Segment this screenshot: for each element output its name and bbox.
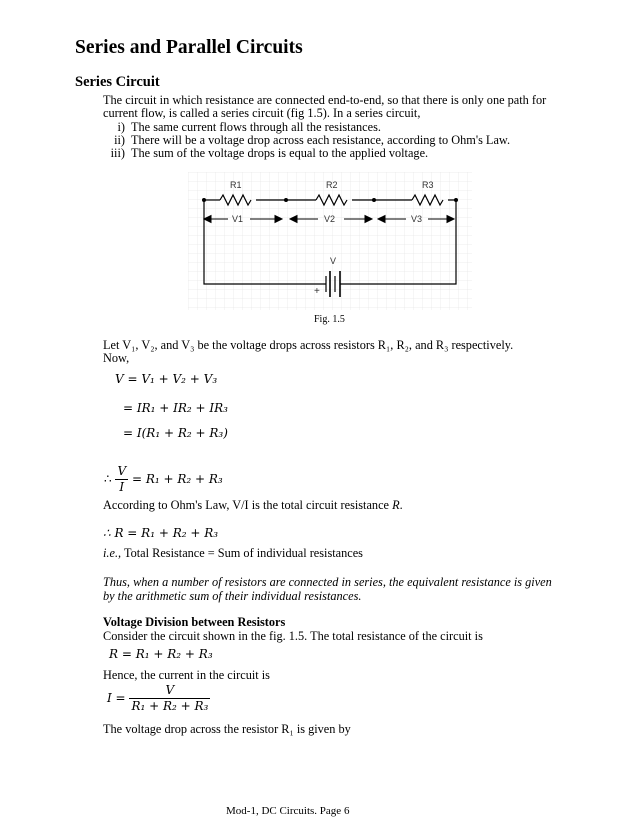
point-text-2: There will be a voltage drop across each resistance, according to Ohm's Law. [131, 133, 511, 147]
series-heading: Series Circuit [75, 74, 160, 90]
point-num-2: ii) [114, 133, 125, 147]
figure-caption: Fig. 1.5 [314, 314, 345, 325]
resistance-equation: ∴ R = R₁ + R₂ + R₃ [103, 526, 219, 540]
node [454, 198, 458, 202]
page-title: Series and Parallel Circuits [75, 37, 303, 58]
point-text-1: The same current flows through all the resistances. [131, 120, 381, 134]
current-equation [107, 683, 210, 714]
last-line: The voltage drop across the resistor R₁ is given by [103, 722, 351, 736]
current-fraction [129, 683, 210, 714]
ie-line [103, 546, 363, 560]
current-denominator: R₁ + R₂ + R₃ [131, 699, 209, 713]
label-r1: R1 [230, 180, 242, 190]
equation-1: V = V₁ + V₂ + V₃ [115, 372, 218, 386]
ohm-law-end: . [399, 498, 403, 512]
point-text-3: The sum of the voltage drops is equal to the applied voltage. [131, 146, 429, 160]
ohm-law-text: According to Ohm's Law, V/I is the total circuit resistance [103, 498, 389, 512]
point-num-3: iii) [110, 146, 125, 160]
therefore-rhs: = R₁ + R₂ + R₃ [131, 472, 223, 486]
italic-line-1: Thus, when a number of resistors are connected in series, the equivalent resistance is given [103, 575, 552, 589]
point-num-1: i) [117, 120, 125, 134]
fraction-numerator: V [117, 464, 127, 478]
intro-line-2: current flow, is called a series circuit (fig 1.5). In a series circuit, [103, 106, 421, 120]
label-v: V [330, 256, 337, 266]
now-label: Now, [103, 351, 130, 365]
node [284, 198, 288, 202]
hence-line: Hence, the current in the circuit is [103, 668, 270, 682]
therefore-symbol: ∴ [104, 472, 112, 486]
ohm-law-r: R [392, 498, 400, 512]
intro-line-1: The circuit in which resistance are connected end-to-end, so that there is only one path for [103, 93, 547, 107]
node [202, 198, 206, 202]
voltage-division-heading: Voltage Division between Resistors [103, 615, 286, 629]
current-numerator: V [129, 683, 210, 699]
equation-3: = I(R₁ + R₂ + R₃) [123, 426, 228, 440]
series-circuit-diagram [188, 172, 472, 310]
node [372, 198, 376, 202]
label-r2: R2 [326, 180, 338, 190]
fraction-v-over-i [115, 464, 128, 495]
let-line: Let V₁, V₂, and V₃ be the voltage drops across resistors R₁, R₂, and R₃ respectively. [103, 338, 514, 352]
equation-2: = IR₁ + IR₂ + IR₃ [123, 401, 228, 415]
label-v1: V1 [232, 214, 244, 224]
voltage-division-equation: R = R₁ + R₂ + R₃ [109, 647, 213, 661]
label-r3: R3 [422, 180, 434, 190]
label-v3: V3 [411, 214, 423, 224]
ie-text: Total Resistance = Sum of individual resistances [123, 546, 363, 560]
label-plus: + [314, 286, 320, 297]
ie-label: i.e., [103, 546, 122, 560]
current-lhs: I = [107, 691, 126, 705]
therefore-equation [104, 464, 223, 495]
italic-line-2: by the arithmetic sum of their individual resistances. [103, 589, 362, 603]
voltage-division-line: Consider the circuit shown in the fig. 1.5. The total resistance of the circuit is [103, 629, 483, 643]
page-footer: Mod-1, DC Circuits. Page 6 [226, 805, 350, 817]
fraction-denominator: I [119, 480, 125, 494]
ohm-law-line [103, 498, 403, 512]
label-v2: V2 [324, 214, 336, 224]
